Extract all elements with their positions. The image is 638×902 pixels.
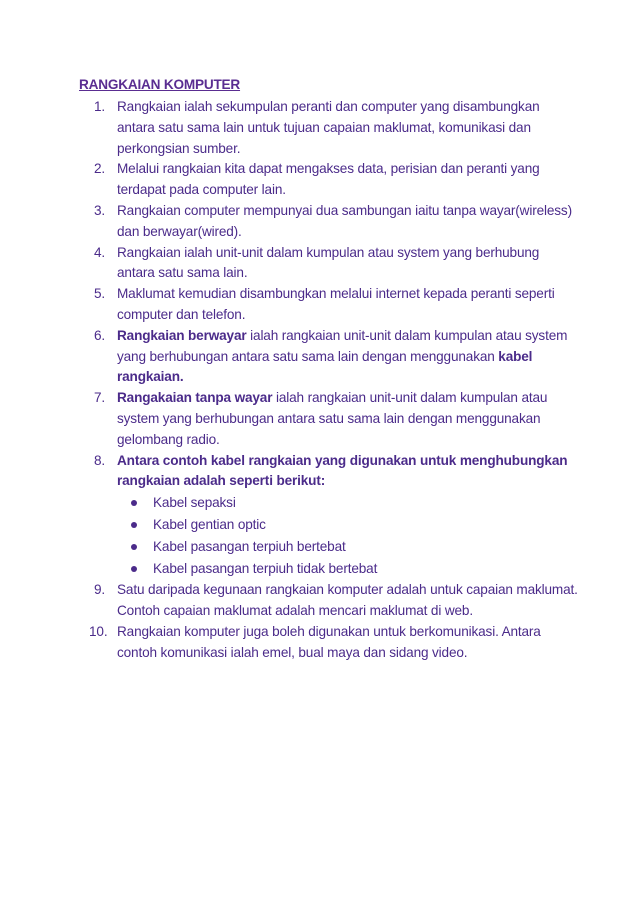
list-item (79, 159, 579, 201)
item-text: Melalui rangkaian kita dapat mengakses data, perisian dan peranti yang terdapat pada computer lain. (117, 161, 540, 198)
item-number: 3. (94, 202, 106, 218)
item-number: 1. (94, 99, 106, 114)
list-item (79, 580, 579, 622)
cable-bullet-item (117, 492, 579, 514)
list-item (79, 201, 579, 243)
item-number: 8. (94, 452, 106, 468)
document-title: RANGKAIAN KOMPUTER (79, 77, 241, 92)
item-bold-lead: Rangkaian berwayar (117, 327, 247, 343)
item-number: 2. (94, 161, 106, 177)
item-number: 10. (89, 623, 108, 639)
cable-bullet-list (117, 492, 579, 580)
item-number: 5. (94, 286, 106, 302)
bullet-icon (131, 566, 137, 572)
cable-bullet-item (117, 514, 579, 536)
item-text: ialah rangkaian unit-unit dalam kumpulan atau system yang berhubungan antara satu sama lain dengan menggunakan gelombang radio. (117, 390, 548, 447)
bullet-text: Kabel pasangan terpiuh tidak bertebat (153, 561, 378, 577)
item-text: ialah rangkaian unit-unit dalam kumpulan atau system yang berhubungan antara satu sama lain dengan menggunakan (117, 327, 568, 364)
list-item (79, 326, 579, 388)
item-number: 7. (94, 390, 106, 406)
item-number: 9. (94, 582, 106, 598)
list-item (79, 284, 579, 326)
item-text: Rangkaian ialah sekumpulan peranti dan computer yang disambungkan antara satu sama lain untuk tujuan capaian maklumat, komunikasi dan perkongsian sumber. (117, 99, 540, 156)
bullet-text: Kabel sepaksi (153, 495, 236, 511)
list-item (79, 388, 579, 450)
item-text: Rangkaian komputer juga boleh digunakan untuk berkomunikasi. Antara contoh komunikasi ialah emel, bual maya dan sidang video. (117, 623, 541, 660)
cable-bullet-item (117, 536, 579, 558)
bullet-text: Kabel gentian optic (153, 517, 266, 533)
item-bold-lead: Antara contoh kabel rangkaian yang digunakan untuk menghubungkan rangkaian adalah seperti berikut: (117, 452, 568, 489)
list-item (79, 622, 579, 664)
item-bold-lead: Rangakaian tanpa wayar (117, 390, 273, 406)
item-text: Rangkaian computer mempunyai dua sambungan iaitu tanpa wayar(wireless) dan berwayar(wired). (117, 202, 572, 239)
cable-bullet-item (117, 558, 579, 580)
bullet-icon (131, 544, 137, 550)
bullet-icon (131, 522, 137, 528)
list-item (79, 97, 579, 159)
item-number: 4. (94, 244, 106, 260)
numbered-list (79, 97, 579, 663)
item-text: Rangkaian ialah unit-unit dalam kumpulan atau system yang berhubung antara satu sama lain. (117, 244, 540, 281)
item-bold-tail: kabel rangkaian. (117, 348, 533, 385)
item-text: Maklumat kemudian disambungkan melalui internet kepada peranti seperti computer dan telefon. (117, 286, 555, 322)
item-text: Satu daripada kegunaan rangkaian komputer adalah untuk capaian maklumat. Contoh capaian maklumat adalah mencari maklumat di web. (117, 582, 578, 618)
list-item (79, 451, 579, 581)
item-number: 6. (94, 327, 106, 343)
bullet-icon (131, 500, 137, 506)
list-item (79, 243, 579, 285)
bullet-text: Kabel pasangan terpiuh bertebat (153, 539, 346, 555)
